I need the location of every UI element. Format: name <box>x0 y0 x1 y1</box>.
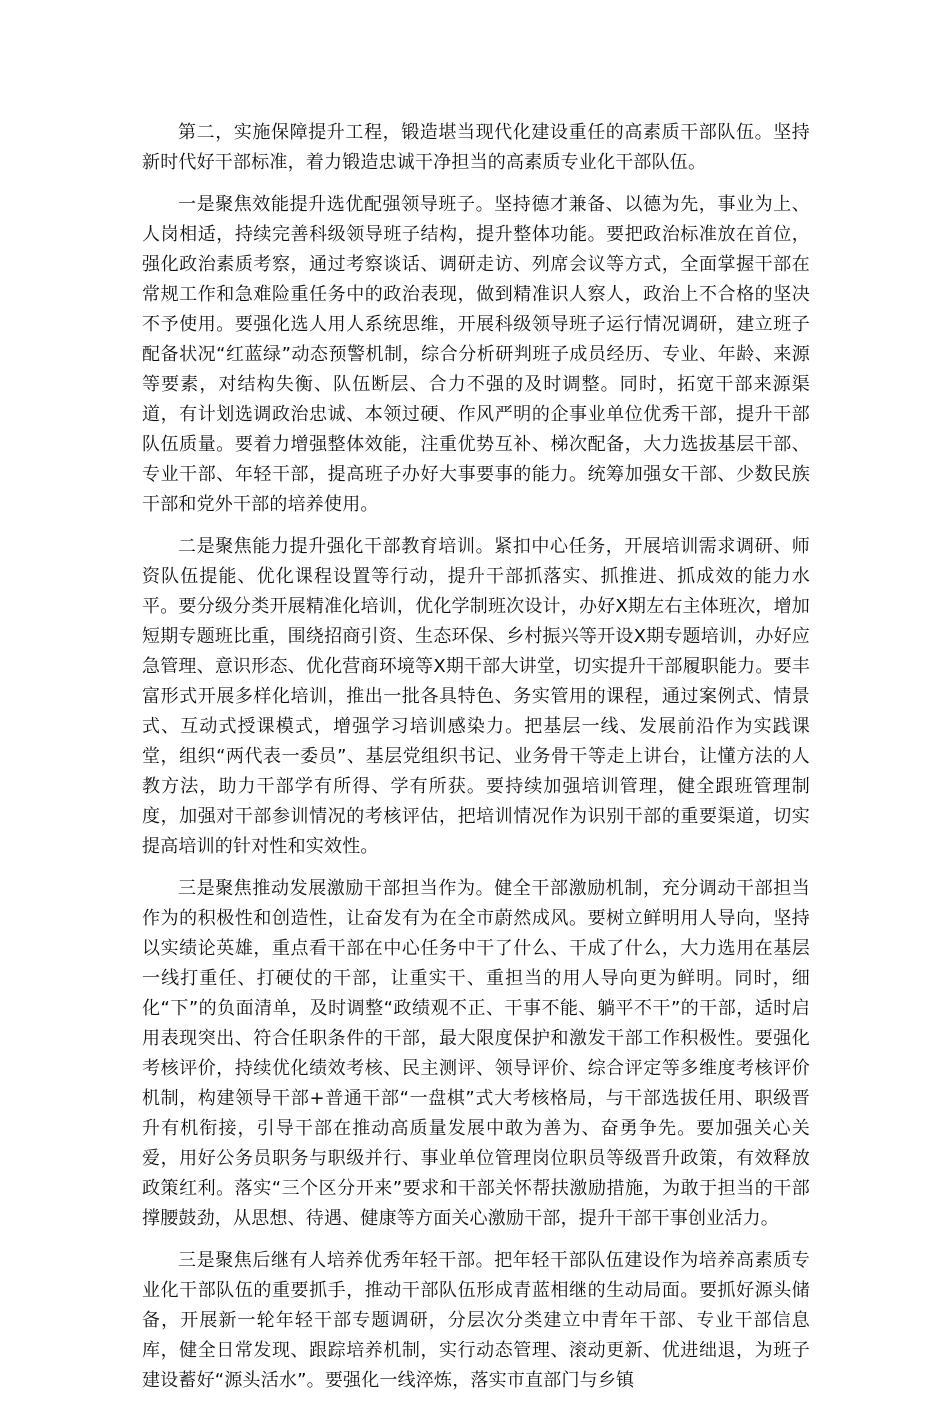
paragraph-young-cadres: 三是聚焦后继有人培养优秀年轻干部。把年轻干部队伍建设作为培养高素质专业化干部队伍的重要抓手，推动干部队伍形成青蓝相继的生动局面。要抓好源头储备，开展新一轮年轻干部专题调研，分层次分类建立中青年干部、专业干部信息库，健全日常发现、跟踪培养机制，实行动态管理、滚动更新、优进绌退，为班子建设蓄好“源头活水”。要强化一线淬炼，落实市直部门与乡镇 <box>142 1250 810 1391</box>
paragraph-leadership-teams: 一是聚焦效能提升选优配强领导班子。坚持德才兼备、以德为先，事业为上、人岗相适，持续完善科级领导班子结构，提升整体功能。要把政治标准放在首位，强化政治素质考察，通过考察谈话、调研走访、列席会议等方式，全面掌握干部在常规工作和急难险重任务中的政治表现，做到精准识人察人，政治上不合格的坚决不予使用。要强化选人用人系统思维，开展科级领导班子运行情况调研，建立班子配备状况“红蓝绿”动态预警机制，综合分析研判班子成员经历、专业、年龄、来源等要素，对结构失衡、队伍断层、合力不强的及时调整。同时，拓宽干部来源渠道，有计划选调政治忠诚、本领过硬、作风严明的企事业单位优秀干部，提升干部队伍质量。要着力增强整体效能，注重优势互补、梯次配备，大力选拔基层干部、专业干部、年轻干部，提高班子办好大事要事的能力。统筹加强女干部、少数民族干部和党外干部的培养使用。 <box>142 194 810 515</box>
paragraph-education-training: 二是聚焦能力提升强化干部教育培训。紧扣中心任务，开展培训需求调研、师资队伍提能、优化课程设置等行动，提升干部抓落实、抓推进、抓成效的能力水平。要分级分类开展精准化培训，优化学制班次设计，办好X期左右主体班次，增加短期专题班比重，围绕招商引资、生态环保、乡村振兴等开设X期专题培训，办好应急管理、意识形态、优化营商环境等X期干部大讲堂，切实提升干部履职能力。要丰富形式开展多样化培训，推出一批各具特色、务实管用的课程，通过案例式、情景式、互动式授课模式，增强学习培训感染力。把基层一线、发展前沿作为实践课堂，组织“两代表一委员”、基层党组织书记、业务骨干等走上讲台，让懂方法的人教方法，助力干部学有所得、学有所获。要持续加强培训管理，健全跟班管理制度，加强对干部参训情况的考核评估，把培训情况作为识别干部的重要渠道，切实提高培训的针对性和实效性。 <box>142 536 810 857</box>
document-body <box>142 118 810 1408</box>
paragraph-incentives: 三是聚焦推动发展激励干部担当作为。健全干部激励机制，充分调动干部担当作为的积极性和创造性，让奋发有为在全市蔚然成风。要树立鲜明用人导向，坚持以实绩论英雄，重点看干部在中心任务中干了什么、干成了什么，大力选用在基层一线打重任、打硬仗的干部，让重实干、重担当的用人导向更为鲜明。同时，细化“下”的负面清单，及时调整“政绩观不正、干事不能、躺平不干”的干部，适时启用表现突出、符合任职条件的干部，最大限度保护和激发干部工作积极性。要强化考核评价，持续优化绩效考核、民主测评、领导评价、综合评定等多维度考核评价机制，构建领导干部+普通干部“一盘棋”式大考核格局，与干部选拔任用、职级晋升有机衔接，引导干部在推动高质量发展中敢为善为、奋勇争先。要加强关心关爱，用好公务员职务与职级并行、事业单位管理岗位职员等级晋升政策，有效释放政策红利。落实“三个区分开来”要求和干部关怀帮扶激励措施，为敢于担当的干部撑腰鼓劲，从思想、待遇、健康等方面关心激励干部，提升干部干事创业活力。 <box>142 878 810 1229</box>
paragraph-intro: 第二，实施保障提升工程，锻造堪当现代化建设重任的高素质干部队伍。坚持新时代好干部标准，着力锻造忠诚干净担当的高素质专业化干部队伍。 <box>142 122 810 173</box>
